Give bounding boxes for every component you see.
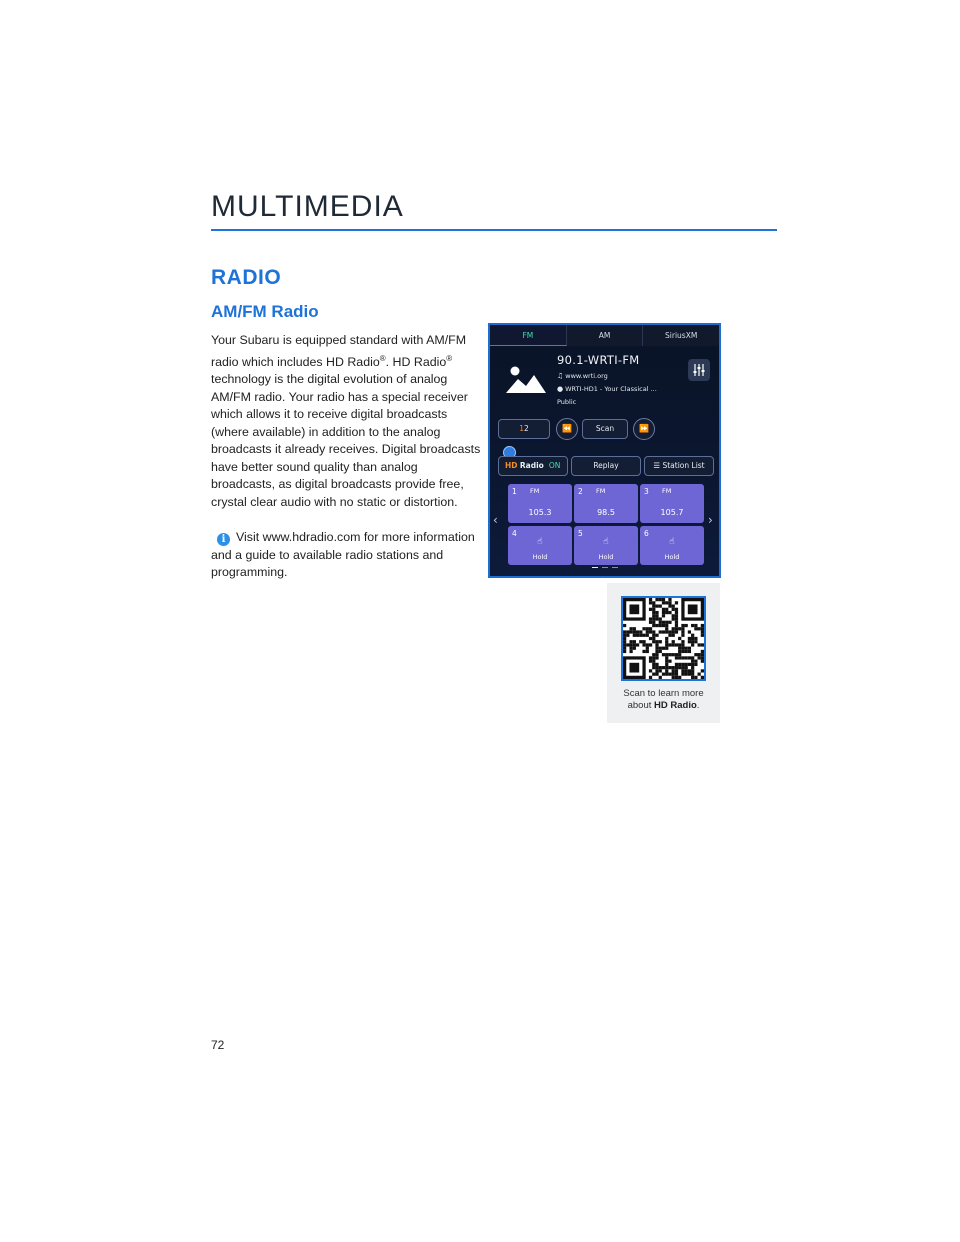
preset-number: 3	[644, 487, 649, 496]
qr-card	[607, 583, 720, 723]
station-list-label: Station List	[662, 461, 705, 470]
hand-icon: ☝	[603, 537, 609, 547]
tip-paragraph	[211, 529, 481, 582]
hand-icon: ☝	[537, 537, 543, 547]
program-name: WRTI-HD1 - Your Classical ...	[565, 385, 657, 393]
preset-frequency: 98.5	[597, 508, 615, 517]
preset-5[interactable]	[574, 526, 638, 565]
qr-caption-about: about	[627, 700, 655, 711]
left-chevron-icon[interactable]: ‹	[493, 513, 498, 527]
tab-am[interactable]: AM	[567, 325, 644, 346]
qr-caption-end: .	[696, 700, 700, 711]
hd-radio-toggle[interactable]	[498, 456, 568, 476]
qr-code-icon[interactable]	[623, 598, 704, 679]
page-number: 72	[211, 1038, 225, 1052]
tab-siriusxm[interactable]: SiriusXM	[665, 331, 698, 340]
equalizer-button[interactable]	[688, 359, 710, 381]
subheading: AM/FM Radio	[211, 302, 319, 321]
page-indicator	[612, 567, 618, 568]
person-icon: ●	[557, 385, 564, 393]
qr-caption-bold: HD Radio	[654, 700, 697, 711]
registered-mark: ®	[446, 353, 453, 363]
body-text-part: technology is the digital evolution of analog AM/FM radio. Your radio has a special receiver which allows it to receive digital broadcasts (where available) in addition to the analog broadcasts it already receives. Digital broadcasts have better sound quality than analog broadcasts, as digital broadcasts provide free, crystal clear audio with no static or distortion.	[211, 372, 481, 509]
hd-logo: HD	[505, 461, 518, 470]
preset-band: FM	[662, 487, 672, 495]
band-tabs	[490, 325, 719, 346]
music-note-icon: ♫	[557, 372, 564, 380]
preset-hold-label: Hold	[598, 553, 614, 561]
channel-sub: 1	[519, 424, 524, 433]
preset-number: 1	[512, 487, 517, 496]
fast-forward-icon: ⏩	[639, 424, 649, 433]
preset-frequency: 105.3	[528, 508, 552, 517]
page-indicator	[602, 567, 608, 568]
body-paragraph	[211, 332, 481, 511]
info-icon: i	[217, 533, 230, 546]
hd-radio-label: Radio	[519, 461, 544, 470]
radio-screen-illustration	[488, 323, 721, 578]
seek-back-button[interactable]	[556, 418, 578, 440]
preset-band: FM	[530, 487, 540, 495]
rewind-icon: ⏪	[562, 424, 572, 433]
station-url: www.wrti.org	[565, 372, 608, 380]
channel-main: 2	[524, 424, 529, 433]
tip-text: Visit www.hdradio.com for more information and a guide to available radio stations and programming.	[211, 530, 475, 579]
preset-6[interactable]	[640, 526, 704, 565]
preset-frequency: 105.7	[660, 508, 684, 517]
hand-icon: ☝	[669, 537, 675, 547]
preset-hold-label: Hold	[532, 553, 548, 561]
section-title: MULTIMEDIA	[211, 190, 404, 223]
preset-hold-label: Hold	[664, 553, 680, 561]
preset-3[interactable]	[640, 484, 704, 523]
preset-4[interactable]	[508, 526, 572, 565]
right-chevron-icon[interactable]: ›	[708, 513, 713, 527]
genre: Public	[557, 398, 577, 406]
preset-number: 2	[578, 487, 583, 496]
page-indicator-active	[592, 567, 598, 568]
preset-2[interactable]	[574, 484, 638, 523]
registered-mark: ®	[379, 353, 386, 363]
seek-forward-button[interactable]	[633, 418, 655, 440]
preset-1[interactable]	[508, 484, 572, 523]
album-art-placeholder-icon	[504, 363, 546, 395]
list-icon: ☰	[653, 461, 661, 470]
equalizer-icon	[692, 364, 706, 376]
program-row	[557, 385, 657, 393]
body-text-part: . HD Radio	[385, 354, 447, 369]
station-list-button[interactable]	[644, 456, 714, 476]
replay-button[interactable]: Replay	[571, 456, 641, 476]
scan-button[interactable]: Scan	[582, 419, 628, 439]
station-url-row	[557, 372, 608, 380]
body-text-part: Your Subaru is equipped standard with AM/FM radio which includes HD Radio	[211, 333, 467, 369]
preset-band: FM	[596, 487, 606, 495]
preset-number: 5	[578, 529, 583, 538]
radio-screen	[490, 325, 719, 576]
page-heading: RADIO	[211, 266, 282, 289]
qr-code-frame	[621, 596, 706, 681]
preset-number: 6	[644, 529, 649, 538]
tab-fm[interactable]: FM	[490, 325, 567, 346]
qr-caption	[607, 688, 720, 712]
section-divider	[211, 229, 777, 231]
station-name: 90.1-WRTI-FM	[557, 353, 640, 367]
hd-radio-state: ON	[548, 461, 561, 470]
qr-caption-line1: Scan to learn more	[623, 688, 704, 699]
preset-number: 4	[512, 529, 517, 538]
channel-button[interactable]	[498, 419, 550, 439]
